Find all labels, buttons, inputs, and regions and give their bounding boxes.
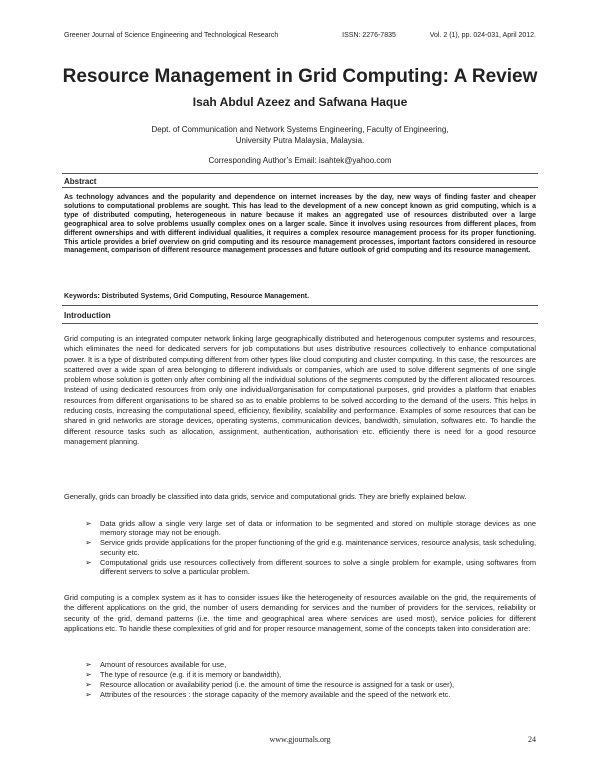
corresponding-email: Corresponding Author’s Email: isahtek@yahoo.com <box>208 156 392 165</box>
divider <box>62 323 538 324</box>
abstract-heading: Abstract <box>64 177 97 186</box>
intro-paragraph-3: Grid computing is a complex system as it has to consider issues like the heterogeneity of resources available on the grid, the requirements of the different applications on the grid, the number of users demanding for services and the number of providers for the services, reliability or security of the grid, demand patterns (i.e. the time and geographical area where services are used most), service policies for different applications etc. To handle these complexities of grid and for proper resource management, some of the concepts taken into consideration are: <box>64 593 536 633</box>
divider <box>62 305 538 306</box>
arrow-bullet-icon: ➢ <box>85 519 92 528</box>
arrow-bullet-icon: ➢ <box>85 679 92 689</box>
introduction-heading: Introduction <box>64 311 111 320</box>
divider <box>62 187 538 188</box>
keywords: Keywords: Distributed Systems, Grid Computing, Resource Management. <box>64 293 310 300</box>
affiliation-line-2: University Putra Malaysia, Malaysia. <box>235 136 365 145</box>
paper-title: Resource Management in Grid Computing: A Review <box>62 66 538 87</box>
page-number: 24 <box>528 735 536 744</box>
intro-paragraph-1: Grid computing is an integrated computer network linking large geographically distributed and heterogenous computer systems and resources, which eliminates the need for dedicated servers for job computations but uses distributive resources collectively to enhance computational power. It is a type of distributed computing different from other types like cloud computing and cluster computing. In this case, the resources are scattered over a wide span of area belonging to different individuals or companies, which are used to solve different segments of one single problem whose solution is gotten only after combining all the individual solutions of the segments computed by the different allocated resources. Instead of using dedicated resources from only one individual/organisation for computational purposes, grid provides a platform that enables resources from different organisations to be shared so as to enable problems to be solved according to the demand of the users. This helps in reducing costs, increasing the computational speed, efficiency, flexibility, scalability and performance. Examples of some resources that can be shared in grid networks are storage devices, operating systems, communication devices, bandwidth, simulation, softwares etc. To handle the different resource tasks such as allocation, assignment, authentication, authorisation etc. efficiently there is need for a good resource management planning. <box>64 334 536 446</box>
grid-types-list <box>85 519 536 577</box>
divider <box>62 173 538 174</box>
authors: Isah Abdul Azeez and Safwana Haque <box>192 95 408 109</box>
concepts-list <box>85 660 536 700</box>
volume-info: Vol. 2 (1), pp. 024-031, April 2012. <box>429 32 536 39</box>
list-item: ➢ Attributes of the resources : the storage capacity of the memory available and the speed of the network etc. <box>85 689 451 699</box>
list-item: ➢ The type of resource (e.g. if it is memory or bandwidth), <box>85 669 282 679</box>
arrow-bullet-icon: ➢ <box>85 669 92 679</box>
arrow-bullet-icon: ➢ <box>85 538 92 548</box>
journal-name: Greener Journal of Science Engineering and Technological Research <box>64 32 279 39</box>
abstract-body: As technology advances and the popularity and dependence on internet increases by the day, new ways of finding faster and cheaper solutions to computational problems are sought. This has lead to the development of a new concept known as grid computing, which is a type of distributed computing, heterogeneous in nature because it makes an aggregated use of resources distributed over a large geographical area to solve problems usually complex ones on a larger scale. Since it involves using resources from different places, from different ownerships and with different individual qualities, it requires a complex resource management process for its proper functioning. This article provides a brief overview on grid computing and its resource management processes, important factors considered in resource management, comparison of different resource management processes and future outlook of grid computing and its resource management. <box>64 194 536 255</box>
journal-website: www.gjournals.org <box>269 735 331 744</box>
arrow-bullet-icon: ➢ <box>85 689 92 699</box>
list-item: ➢ Service grids provide applications for the proper functioning of the grid e.g. maintenance services, resource analysis, task scheduling, security etc. <box>85 538 536 557</box>
issn: ISSN: 2276-7835 <box>342 32 396 39</box>
affiliation-line-1: Dept. of Communication and Network Systems Engineering, Faculty of Engineering, <box>151 125 449 134</box>
running-head <box>64 32 536 39</box>
list-item: ➢ Data grids allow a single very large set of data or information to be segmented and stored on multiple storage devices as one memory storage may not be enough. <box>85 519 536 538</box>
list-item: ➢ Amount of resources available for use, <box>85 660 227 669</box>
arrow-bullet-icon: ➢ <box>85 660 92 669</box>
list-item: ➢ Resource allocation or availability period (i.e. the amount of time the resource is assigned for a task or user), <box>85 679 455 689</box>
intro-paragraph-2: Generally, grids can broadly be classified into data grids, service and computational grids. They are briefly explained below. <box>64 492 467 501</box>
affiliation <box>0 124 600 146</box>
arrow-bullet-icon: ➢ <box>85 557 92 567</box>
list-item: ➢ Computational grids use resources collectively from different sources to solve a single problem for example, using softwares from different servers to solve a particular problem. <box>85 557 536 577</box>
